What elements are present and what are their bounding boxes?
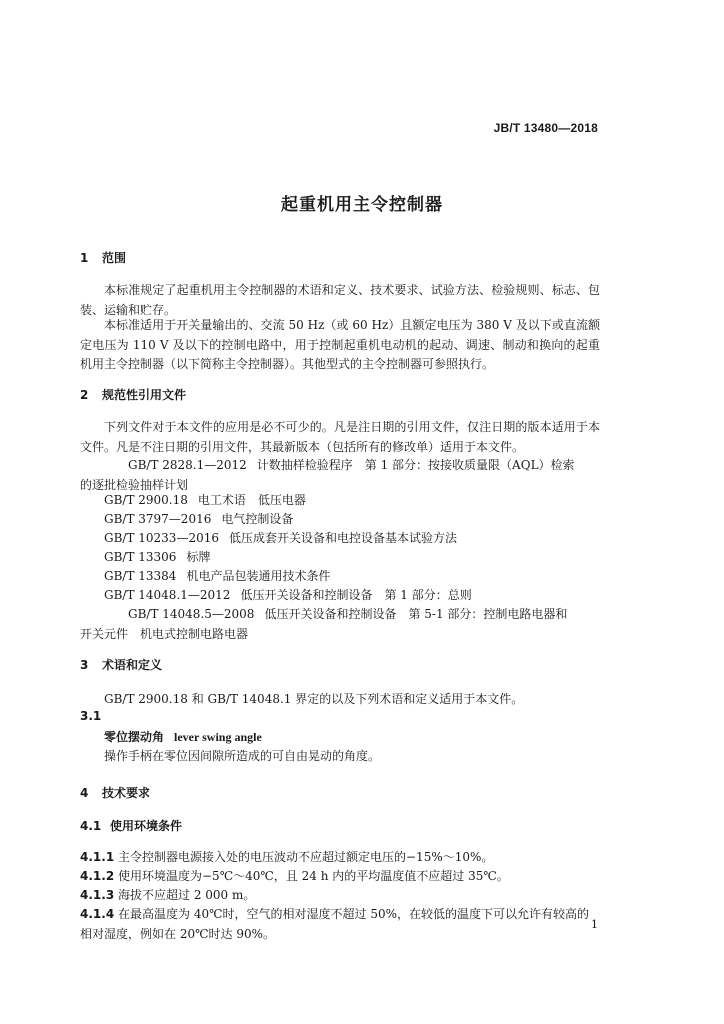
clause-text: 使用环境温度为−5℃～40℃，且 24 h 内的平均温度值不应超过 35℃。 (118, 869, 509, 883)
clause-item (80, 848, 600, 868)
term-english: lever swing angle (174, 730, 262, 744)
reference-title: 机电产品包装通用技术条件 (186, 569, 331, 583)
reference-item (104, 567, 330, 584)
clause-number: 4.1.2 (80, 869, 115, 883)
page-number: 1 (591, 918, 598, 931)
reference-code: GB/T 3797—2016 (104, 512, 212, 526)
section-title: 范围 (102, 251, 127, 265)
term-definition: 操作手柄在零位因间隙所造成的可自由晃动的角度。 (104, 749, 381, 763)
reference-title: 标牌 (186, 550, 211, 564)
clause-item (80, 867, 600, 887)
reference-code: GB/T 13384 (104, 569, 177, 583)
reference-title: 低压开关设备和控制设备 第 1 部分：总则 (240, 588, 472, 602)
term-number: 3.1 (80, 709, 102, 723)
terms-intro: GB/T 2900.18 和 GB/T 14048.1 界定的以及下列术语和定义适用于本文件。 (104, 692, 524, 706)
section-number: 1 (80, 251, 89, 265)
reference-item (104, 586, 472, 603)
term-heading (104, 728, 262, 745)
reference-code: GB/T 2828.1—2012 (128, 458, 247, 472)
reference-item (80, 456, 576, 495)
reference-code: GB/T 14048.1—2012 (104, 588, 231, 602)
reference-code: GB/T 10233—2016 (104, 531, 219, 545)
references-intro: 下列文件对于本文件的应用是必不可少的。凡是注日期的引用文件，仅注日期的版本适用于本文件。凡是不注日期的引用文件，其最新版本（包括所有的修改单）适用于本文件。 (80, 420, 600, 454)
subsection-4-1-heading (80, 817, 182, 834)
reference-code: GB/T 2900.18 (104, 493, 188, 507)
section-title: 规范性引用文件 (102, 388, 187, 402)
reference-item (80, 605, 576, 644)
section-number: 3 (80, 658, 89, 672)
section-4-heading (80, 784, 150, 801)
term-chinese: 零位摆动角 (104, 730, 165, 744)
section-title: 技术要求 (102, 786, 151, 800)
reference-item (104, 491, 306, 508)
clause-text: 海拔不应超过 2 000 m。 (118, 888, 256, 902)
subsection-title: 使用环境条件 (110, 819, 183, 833)
reference-title: 电气控制设备 (221, 512, 294, 526)
clause-text: 主令控制器电源接入处的电压波动不应超过额定电压的−15%～10%。 (118, 850, 494, 864)
document-title: 起重机用主令控制器 (281, 195, 443, 215)
section-3-heading (80, 656, 162, 673)
section-1-heading (80, 249, 126, 266)
clause-number: 4.1.4 (80, 907, 115, 921)
clause-text: 在最高温度为 40℃时，空气的相对湿度不超过 50%，在较低的温度下可以允许有较高的相对湿度，例如在 20℃时达 90%。 (80, 907, 589, 941)
scope-paragraph-2: 本标准适用于开关量输出的、交流 50 Hz（或 60 Hz）且额定电压为 380 V 及以下或直流额定电压为 110 V 及以下的控制电路中，用于控制起重机电动机的起动、调速、制动和换向的起重机用主令控制器（以下简称主令控制器）。其他型式的主令控制器可参照执行。 (80, 318, 600, 371)
section-number: 4 (80, 786, 89, 800)
subsection-number: 4.1 (80, 819, 102, 833)
reference-title: 低压开关设备和控制设备 第 5-1 部分：控制电路电器和开关元件 机电式控制电路电器 (80, 607, 568, 641)
reference-title: 低压成套开关设备和电控设备基本试验方法 (228, 531, 457, 545)
scope-paragraph-1: 本标准规定了起重机用主令控制器的术语和定义、技术要求、试验方法、检验规则、标志、包装、运输和贮存。 (80, 283, 600, 317)
reference-item (104, 548, 210, 565)
reference-title: 电工术语 低压电器 (197, 493, 306, 507)
reference-item (104, 510, 293, 527)
reference-item (104, 529, 457, 546)
section-number: 2 (80, 388, 89, 402)
clause-item (80, 886, 600, 906)
standard-number: JB/T 13480—2018 (493, 121, 598, 135)
clause-number: 4.1.3 (80, 888, 115, 902)
section-2-heading (80, 386, 186, 403)
reference-code: GB/T 13306 (104, 550, 177, 564)
reference-title: 计数抽样检验程序 第 1 部分：按接收质量限（AQL）检索的逐批检验抽样计划 (80, 458, 575, 492)
reference-code: GB/T 14048.5—2008 (128, 607, 255, 621)
section-title: 术语和定义 (102, 658, 163, 672)
clause-item (80, 905, 600, 944)
clause-number: 4.1.1 (80, 850, 115, 864)
